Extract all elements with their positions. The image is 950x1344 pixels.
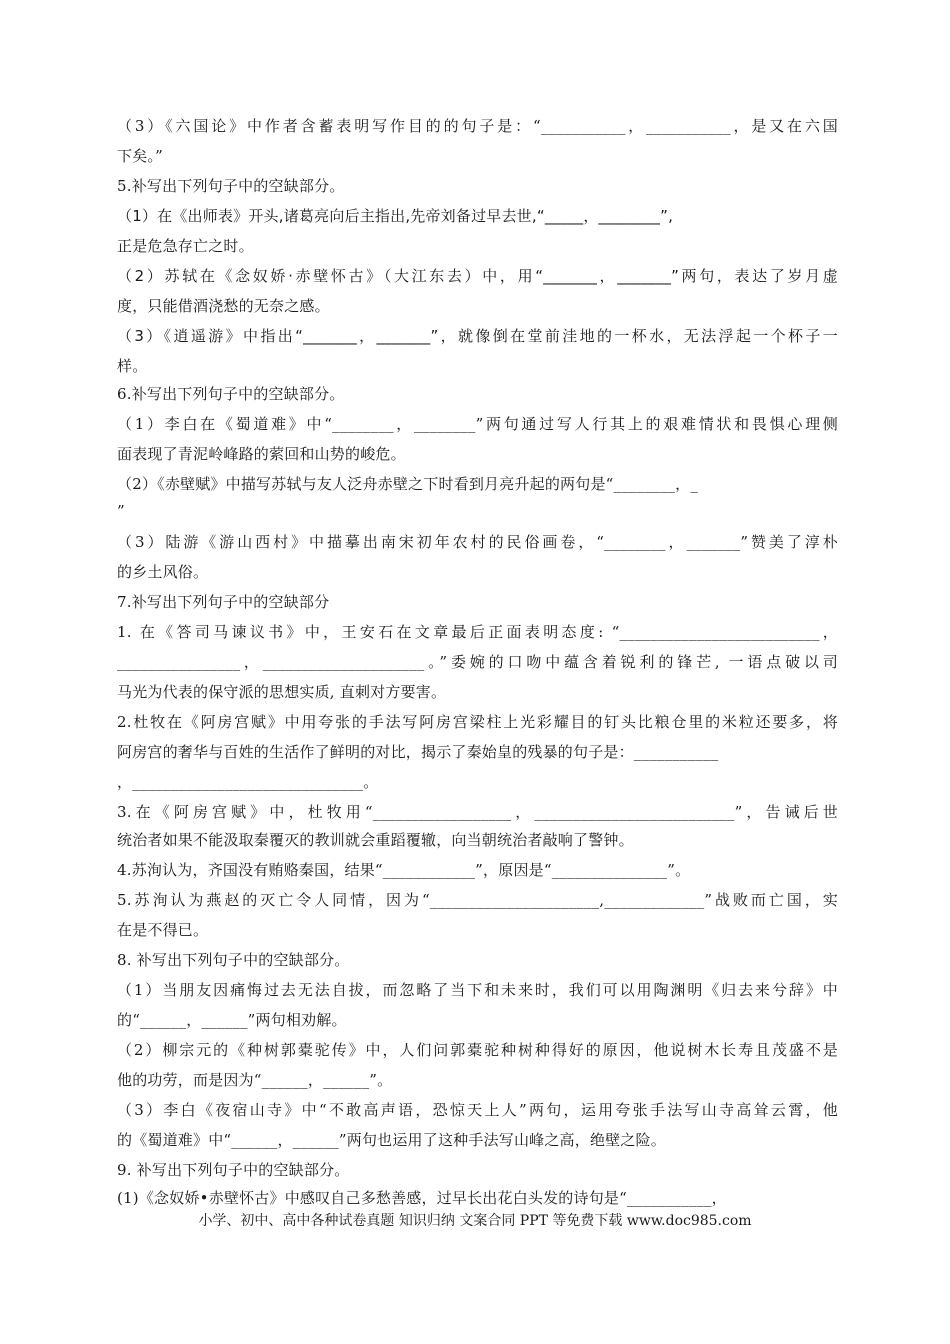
text-line: 度，只能借酒浇愁的无奈之感。 <box>117 297 330 315</box>
text-line: （1）李白在《蜀道难》中“________，________”两句通过写人行其上的艰难情状和畏惧心理侧 <box>117 415 838 433</box>
text-line: （3）《逍遥游》中指出“_______，_______”，就像倒在堂前洼地的一杯水，无法浮起一个杯子一 <box>117 327 838 345</box>
page-footer: 小学、初中、高中各种试卷真题 知识归纳 文案合同 PPT 等免费下载 www.doc985.com <box>198 1213 752 1229</box>
text-line: 统治者如果不能汲取秦覆灭的教训就会重蹈覆辙，向当朝统治者敲响了警钟。 <box>117 831 634 849</box>
text-line: 4.苏洵认为，齐国没有贿赂秦国，结果“____________”，原因是“_______________”。 <box>117 861 691 879</box>
text-line: 的《蜀道难》中“______，______”两句也运用了这种手法写山峰之高，绝壁之险。 <box>117 1131 666 1149</box>
section-heading: 9. 补写出下列句子中的空缺部分。 <box>117 1161 350 1179</box>
text-line: （2）苏轼在《念奴娇·赤壁怀古》（大江东去）中，用“_______，_______”两句，表达了岁月虚 <box>117 267 838 285</box>
section-heading: 5.补写出下列句子中的空缺部分。 <box>117 177 345 195</box>
text-line: 马光为代表的保守派的思想实质, 直刺对方要害。 <box>117 683 447 701</box>
text-line: 阿房宫的奢华与百姓的生活作了鲜明的对比，揭示了秦始皇的残暴的句子是：___________ <box>117 743 719 761</box>
section-heading: 8. 补写出下列句子中的空缺部分。 <box>117 951 350 969</box>
text-line: 3.在《阿房宫赋》中，杜牧用“__________________，__________________________”，告诫后世 <box>117 803 838 821</box>
text-line: （3）陆游《游山西村》中描摹出南宋初年农村的民俗画卷，“________，_______”赞美了淳朴 <box>117 533 838 551</box>
text-line: 在是不得已。 <box>117 921 209 939</box>
text-line: （1）在《出师表》开头,诸葛亮向后主指出,先帝刘备过早去世,“_____，________”, <box>117 207 674 225</box>
text-line: 他的功劳，而是因为“______，______”。 <box>117 1071 393 1089</box>
text-line: 2.杜牧在《阿房宫赋》中用夸张的手法写阿房宫梁柱上光彩耀目的钉头比粮仓里的米粒还要多，将 <box>117 713 838 731</box>
text-line: 下矣。” <box>117 147 163 165</box>
text-line: （3）《六国论》中作者含蓄表明写作目的的句子是：“___________，___________，是又在六国 <box>117 117 838 135</box>
text-line: （3）李白《夜宿山寺》中“不敢高声语，恐惊天上人”两句，运用夸张手法写山寺高耸云霄，他 <box>117 1101 838 1119</box>
text-line: （1）当朋友因痛悔过去无法自拔，而忽略了当下和未来时，我们可以用陶渊明《归去来兮辞》中 <box>117 981 838 999</box>
text-line: 的“______，______”两句相劝解。 <box>117 1011 347 1029</box>
text-line: 的乡土风俗。 <box>117 563 209 581</box>
text-line: ” <box>117 502 125 520</box>
section-heading: 6.补写出下列句子中的空缺部分。 <box>117 385 345 403</box>
text-line: ________________，_____________________。”委婉的口吻中蕴含着锐利的锋芒, 一语点破以司 <box>117 653 838 671</box>
text-line: 面表现了青泥岭峰路的萦回和山势的峻危。 <box>117 445 406 463</box>
text-line: （2）《赤壁赋》中描写苏轼与友人泛舟赤壁之下时看到月亮升起的两句是“________，_ <box>117 475 699 493</box>
text-line: 5.苏洵认为燕赵的灭亡令人同情，因为“______________________,_____________”战败而亡国，实 <box>117 891 838 909</box>
text-line: (1)《念奴娇•赤壁怀古》中感叹自己多愁善感，过早长出花白头发的诗句是“___________， <box>117 1189 727 1207</box>
section-heading: 7.补写出下列句子中的空缺部分 <box>117 593 330 611</box>
text-line: 正是危急存亡之时。 <box>117 237 254 255</box>
text-line: ，______________________________。 <box>117 773 379 791</box>
text-line: 1. 在《答司马谏议书》中，王安石在文章最后正面表明态度: “__________________________， <box>117 623 838 641</box>
text-line: （2）柳宗元的《种树郭橐驼传》中，人们问郭橐驼种树种得好的原因，他说树木长寿且茂盛不是 <box>117 1041 838 1059</box>
text-line: 样。 <box>117 357 148 375</box>
